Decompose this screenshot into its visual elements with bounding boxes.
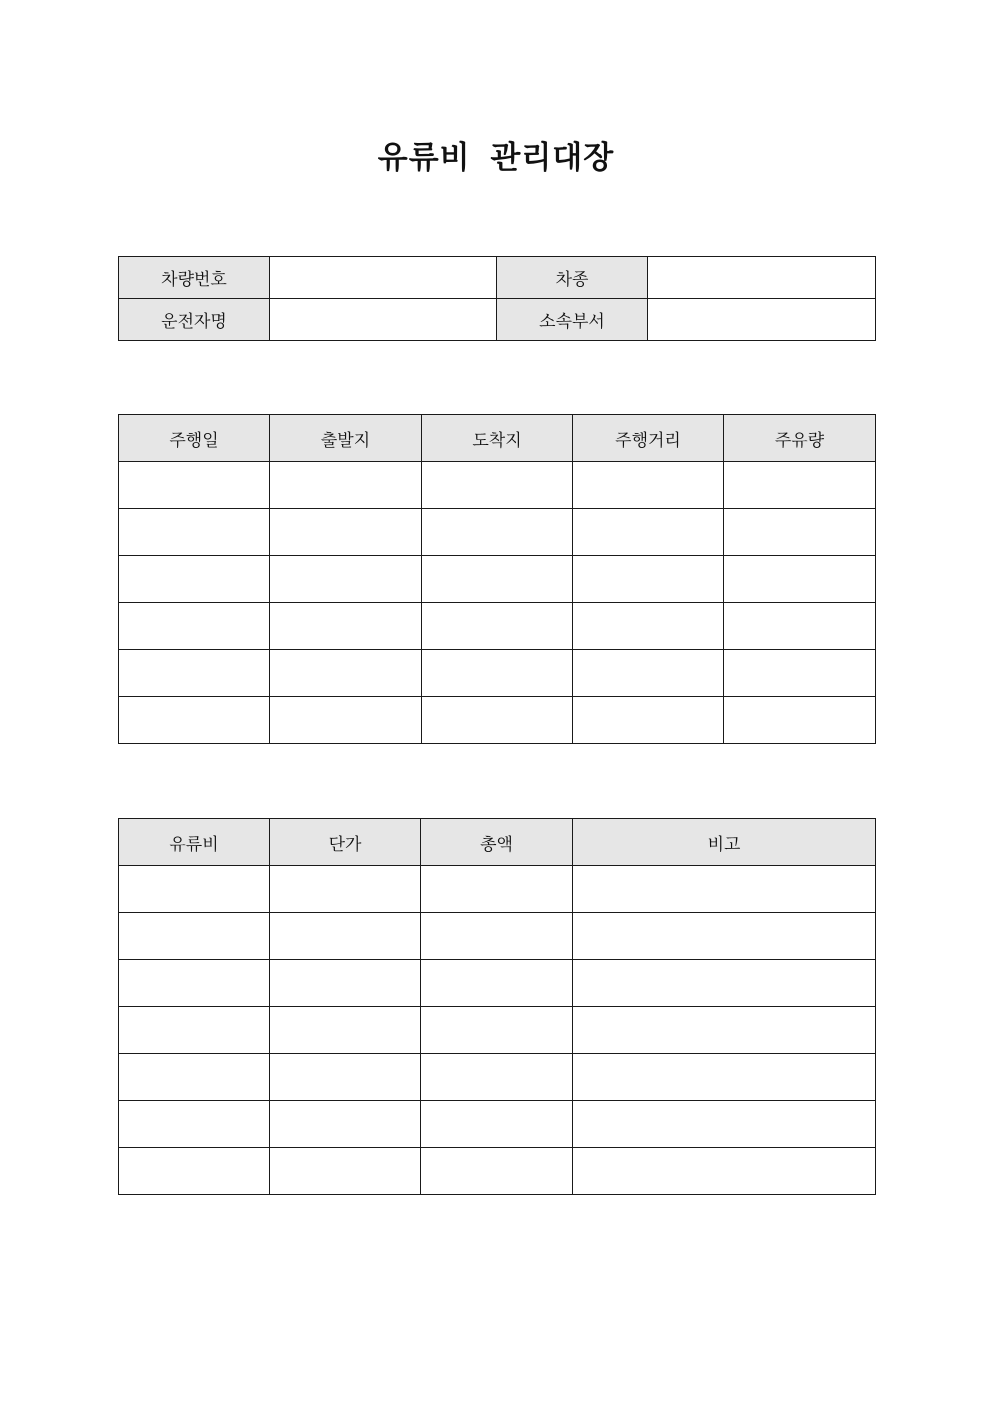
table-cell[interactable]: [421, 913, 573, 960]
column-header-trip-date: 주행일: [119, 415, 270, 462]
vehicle-type-field[interactable]: [648, 257, 876, 299]
table-row: [119, 462, 876, 509]
table-cell[interactable]: [119, 556, 270, 603]
column-header-origin: 출발지: [270, 415, 422, 462]
vehicle-info-row: [119, 257, 876, 299]
table-cell[interactable]: [573, 913, 876, 960]
table-cell[interactable]: [724, 603, 876, 650]
table-cell[interactable]: [119, 462, 270, 509]
fuel-cost-header-row: [119, 819, 876, 866]
table-cell[interactable]: [422, 556, 573, 603]
vehicle-type-label: 차종: [497, 257, 648, 299]
table-cell[interactable]: [119, 913, 270, 960]
column-header-unit-price: 단가: [270, 819, 421, 866]
table-cell[interactable]: [422, 603, 573, 650]
vehicle-number-label: 차량번호: [119, 257, 270, 299]
table-cell[interactable]: [573, 556, 724, 603]
table-cell[interactable]: [422, 509, 573, 556]
table-cell[interactable]: [421, 1101, 573, 1148]
table-cell[interactable]: [270, 913, 421, 960]
table-cell[interactable]: [422, 650, 573, 697]
table-cell[interactable]: [119, 509, 270, 556]
table-row: [119, 960, 876, 1007]
table-cell[interactable]: [724, 462, 876, 509]
table-row: [119, 1054, 876, 1101]
table-row: [119, 1007, 876, 1054]
driver-name-field[interactable]: [270, 299, 497, 341]
table-cell[interactable]: [119, 1101, 270, 1148]
table-cell[interactable]: [270, 1054, 421, 1101]
table-row: [119, 1101, 876, 1148]
driver-name-label: 운전자명: [119, 299, 270, 341]
table-cell[interactable]: [573, 1148, 876, 1195]
table-cell[interactable]: [421, 1054, 573, 1101]
table-cell[interactable]: [573, 509, 724, 556]
table-cell[interactable]: [573, 650, 724, 697]
table-cell[interactable]: [119, 697, 270, 744]
column-header-fuel-amount: 주유량: [724, 415, 876, 462]
table-cell[interactable]: [270, 603, 422, 650]
table-cell[interactable]: [421, 1007, 573, 1054]
table-cell[interactable]: [573, 603, 724, 650]
table-cell[interactable]: [421, 866, 573, 913]
table-cell[interactable]: [270, 960, 421, 1007]
page-title: 유류비 관리대장: [377, 140, 615, 176]
table-cell[interactable]: [724, 697, 876, 744]
table-cell[interactable]: [573, 462, 724, 509]
table-cell[interactable]: [119, 1007, 270, 1054]
table-cell[interactable]: [119, 650, 270, 697]
table-cell[interactable]: [421, 960, 573, 1007]
table-cell[interactable]: [119, 603, 270, 650]
table-cell[interactable]: [724, 650, 876, 697]
table-cell[interactable]: [270, 1007, 421, 1054]
table-cell[interactable]: [119, 960, 270, 1007]
vehicle-info-table: [118, 256, 876, 341]
table-cell[interactable]: [270, 1101, 421, 1148]
vehicle-number-field[interactable]: [270, 257, 497, 299]
column-header-distance: 주행거리: [573, 415, 724, 462]
table-row: [119, 1148, 876, 1195]
table-row: [119, 603, 876, 650]
column-header-total: 총액: [421, 819, 573, 866]
table-row: [119, 866, 876, 913]
table-cell[interactable]: [119, 1148, 270, 1195]
table-cell[interactable]: [422, 462, 573, 509]
table-row: [119, 697, 876, 744]
table-cell[interactable]: [573, 1101, 876, 1148]
table-cell[interactable]: [421, 1148, 573, 1195]
trip-log-header-row: [119, 415, 876, 462]
table-cell[interactable]: [270, 697, 422, 744]
table-row: [119, 556, 876, 603]
table-cell[interactable]: [270, 1148, 421, 1195]
table-cell[interactable]: [724, 556, 876, 603]
table-cell[interactable]: [573, 866, 876, 913]
table-cell[interactable]: [270, 650, 422, 697]
department-field[interactable]: [648, 299, 876, 341]
table-cell[interactable]: [573, 1054, 876, 1101]
department-label: 소속부서: [497, 299, 648, 341]
table-cell[interactable]: [573, 697, 724, 744]
vehicle-info-row: [119, 299, 876, 341]
table-cell[interactable]: [573, 1007, 876, 1054]
fuel-cost-table: [118, 818, 876, 1195]
table-cell[interactable]: [724, 509, 876, 556]
table-cell[interactable]: [119, 1054, 270, 1101]
column-header-destination: 도착지: [422, 415, 573, 462]
column-header-remarks: 비고: [573, 819, 876, 866]
trip-log-table: [118, 414, 876, 744]
table-cell[interactable]: [270, 509, 422, 556]
table-cell[interactable]: [270, 462, 422, 509]
table-cell[interactable]: [119, 866, 270, 913]
table-cell[interactable]: [270, 866, 421, 913]
table-cell[interactable]: [573, 960, 876, 1007]
table-row: [119, 509, 876, 556]
table-cell[interactable]: [270, 556, 422, 603]
table-cell[interactable]: [422, 697, 573, 744]
column-header-fuel-cost: 유류비: [119, 819, 270, 866]
table-row: [119, 913, 876, 960]
table-row: [119, 650, 876, 697]
